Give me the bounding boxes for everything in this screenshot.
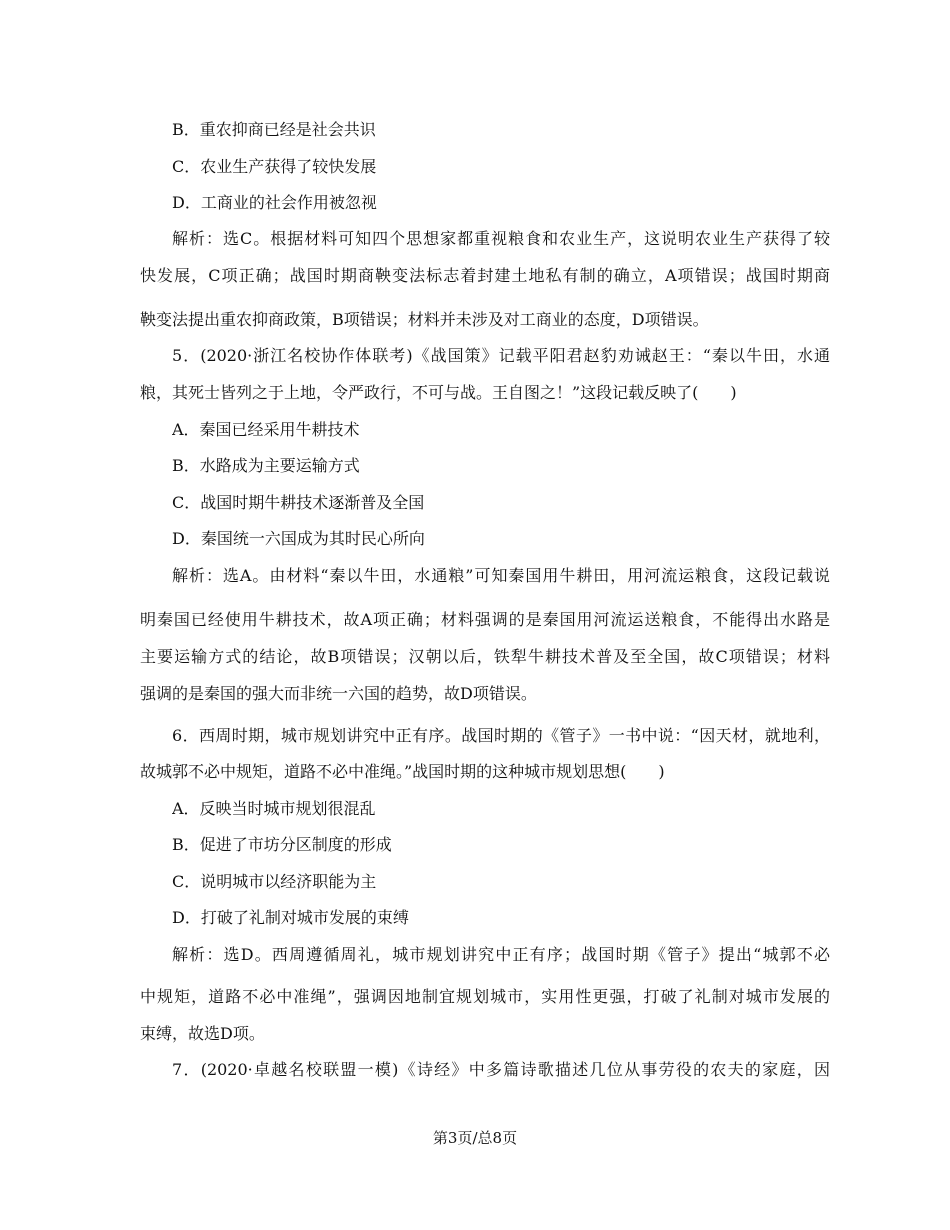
option-a-q6: A．反映当时城市规划很混乱 — [172, 799, 376, 818]
option-a-q5: A．秦国已经采用牛耕技术 — [172, 420, 360, 439]
option-d-q5: D．秦国统一六国成为其时民心所向 — [172, 529, 425, 548]
analysis-q6-line-2: 中规矩，道路不必中准绳”，强调因地制宜规划城市，实用性更强，打破了礼制对城市发展的 — [140, 987, 830, 1006]
analysis-q5-line-2: 明秦国已经使用牛耕技术，故A项正确；材料强调的是秦国用河流运送粮食，不能得出水路是 — [140, 610, 830, 629]
option-d-q6: D．打破了礼制对城市发展的束缚 — [172, 908, 409, 927]
analysis-q4-line-3: 鞅变法提出重农抑商政策，B项错误；材料并未涉及对工商业的态度，D项错误。 — [140, 310, 709, 329]
question-5-line-1: 5．(2020·浙江名校协作体联考)《战国策》记载平阳君赵豹劝诫赵王：“秦以牛田，水通 — [172, 346, 830, 365]
option-c-q5: C．战国时期牛耕技术逐渐普及全国 — [172, 493, 425, 512]
option-b-q5: B．水路成为主要运输方式 — [172, 456, 360, 475]
analysis-q5-line-1: 解析：选A。由材料“秦以牛田，水通粮”可知秦国用牛耕田，用河流运粮食，这段记载说 — [172, 566, 830, 585]
question-6-line-2: 故城郭不必中规矩，道路不必中准绳。”战国时期的这种城市规划思想( ) — [140, 762, 665, 781]
question-7-line-1: 7．(2020·卓越名校联盟一模)《诗经》中多篇诗歌描述几位从事劳役的农夫的家庭，因 — [172, 1060, 830, 1079]
analysis-q5-line-3: 主要运输方式的结论，故B项错误；汉朝以后，铁犁牛耕技术普及至全国，故C项错误；材料 — [140, 647, 830, 666]
analysis-q5-line-4: 强调的是秦国的强大而非统一六国的趋势，故D项错误。 — [140, 684, 537, 703]
option-b-q6: B．促进了市坊分区制度的形成 — [172, 835, 392, 854]
option-c-q6: C．说明城市以经济职能为主 — [172, 872, 377, 891]
option-d-q4: D．工商业的社会作用被忽视 — [172, 193, 377, 212]
page-number-footer: 第3页/总8页 — [432, 1129, 518, 1147]
option-c-q4: C．农业生产获得了较快发展 — [172, 157, 377, 176]
question-6-line-1: 6．西周时期，城市规划讲究中正有序。战国时期的《管子》一书中说：“因天材，就地利， — [172, 726, 830, 745]
analysis-q6-line-3: 束缚，故选D项。 — [140, 1024, 265, 1043]
analysis-q6-line-1: 解析：选D。西周遵循周礼，城市规划讲究中正有序；战国时期《管子》提出“城郭不必 — [172, 945, 830, 964]
option-b-q4: B．重农抑商已经是社会共识 — [172, 120, 376, 139]
analysis-q4-line-1: 解析：选C。根据材料可知四个思想家都重视粮食和农业生产，这说明农业生产获得了较 — [172, 229, 830, 248]
analysis-q4-line-2: 快发展，C项正确；战国时期商鞅变法标志着封建土地私有制的确立，A项错误；战国时期商 — [140, 266, 830, 285]
question-5-line-2: 粮，其死士皆列之于上地，令严政行，不可与战。王自图之！”这段记载反映了( ) — [140, 383, 737, 402]
